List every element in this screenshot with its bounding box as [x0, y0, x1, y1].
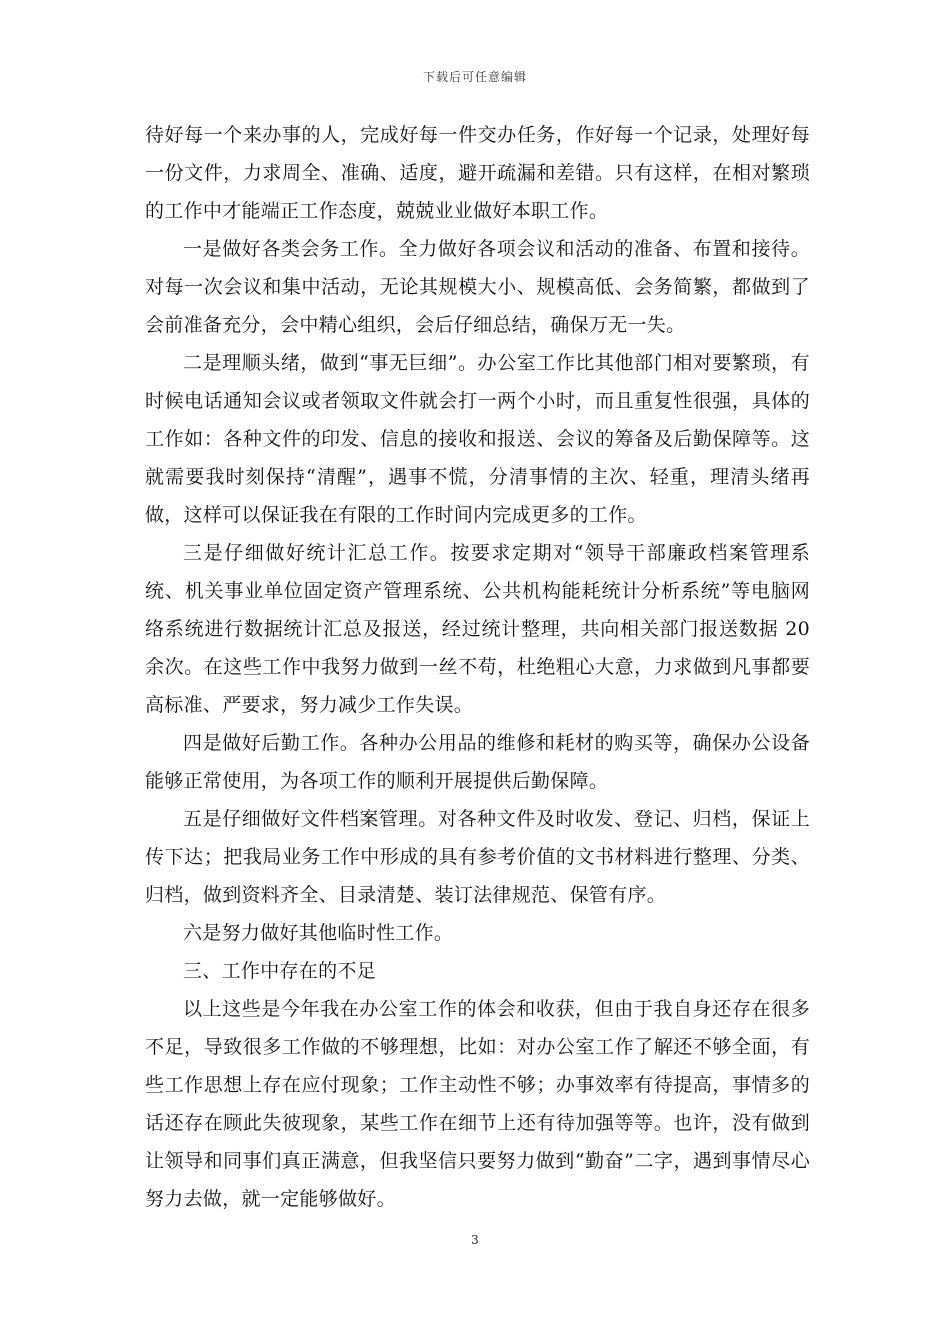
paragraph-organize-tasks: 二是理顺头绪，做到“事无巨细”。办公室工作比其他部门相对要繁琐，有时候电话通知会议或者领取文件就会打一两个小时，而且重复性很强，具体的工作如：各种文件的印发、信息的接收和报送、会议的筹备及后勤保障等。这就需要我时刻保持“清醒”，遇事不慌，分清事情的主次、轻重，理清头绪再做，这样可以保证我在有限的工作时间内完成更多的工作。 — [145, 352, 810, 526]
paragraph-temporary-work: 六是努力做好其他临时性工作。 — [183, 922, 454, 944]
paragraph-logistics-work: 四是做好后勤工作。各种办公用品的维修和耗材的购买等，确保办公设备能够正常使用，为各项工作的顺利开展提供后勤保障。 — [145, 732, 810, 792]
paragraph-continuation: 待好每一个来办事的人，完成好每一件交办任务，作好每一个记录，处理好每一份文件，力求周全、准确、适度，避开疏漏和差错。只有这样，在相对繁琐的工作中才能端正工作态度，兢兢业业做好本职工作。 — [145, 124, 810, 222]
paragraph-statistics-work: 三是仔细做好统计汇总工作。按要求定期对“领导干部廉政档案管理系统、机关事业单位固定资产管理系统、公共机构能耗统计分析系统”等电脑网络系统进行数据统计汇总及报送，经过统计整理，共向相关部门报送数据 20 余次。在这些工作中我努力做到一丝不苟，杜绝粗心大意，力求做到凡事都要高标准、严要求，努力减少工作失误。 — [145, 542, 810, 716]
paragraph-shortcomings: 以上这些是今年我在办公室工作的体会和收获，但由于我自身还存在很多不足，导致很多工作做的不够理想，比如：对办公室工作了解还不够全面，有些工作思想上存在应付现象；工作主动性不够；办事效率有待提高，事情多的话还存在顾此失彼现象，某些工作在细节上还有待加强等等。也许，没有做到让领导和同事们真正满意，但我坚信只要努力做到“勤奋”二字，遇到事情尽心努力去做，就一定能够做好。 — [145, 998, 810, 1210]
paragraph-conference-work: 一是做好各类会务工作。全力做好各项会议和活动的准备、布置和接待。对每一次会议和集中活动，无论其规模大小、规模高低、会务简繁，都做到了会前准备充分，会中精心组织，会后仔细总结，确保万无一失。 — [145, 238, 810, 336]
page-number: 3 — [471, 1233, 479, 1247]
page-header: 下载后可任意编辑 — [422, 70, 527, 84]
paragraph-archive-management: 五是仔细做好文件档案管理。对各种文件及时收发、登记、归档，保证上传下达；把我局业务工作中形成的具有参考价值的文书材料进行整理、分类、归档，做到资料齐全、目录清楚、装订法律规范、保管有序。 — [145, 808, 810, 906]
document-body — [145, 116, 810, 1218]
section-heading-shortcomings: 三、工作中存在的不足 — [183, 960, 377, 982]
